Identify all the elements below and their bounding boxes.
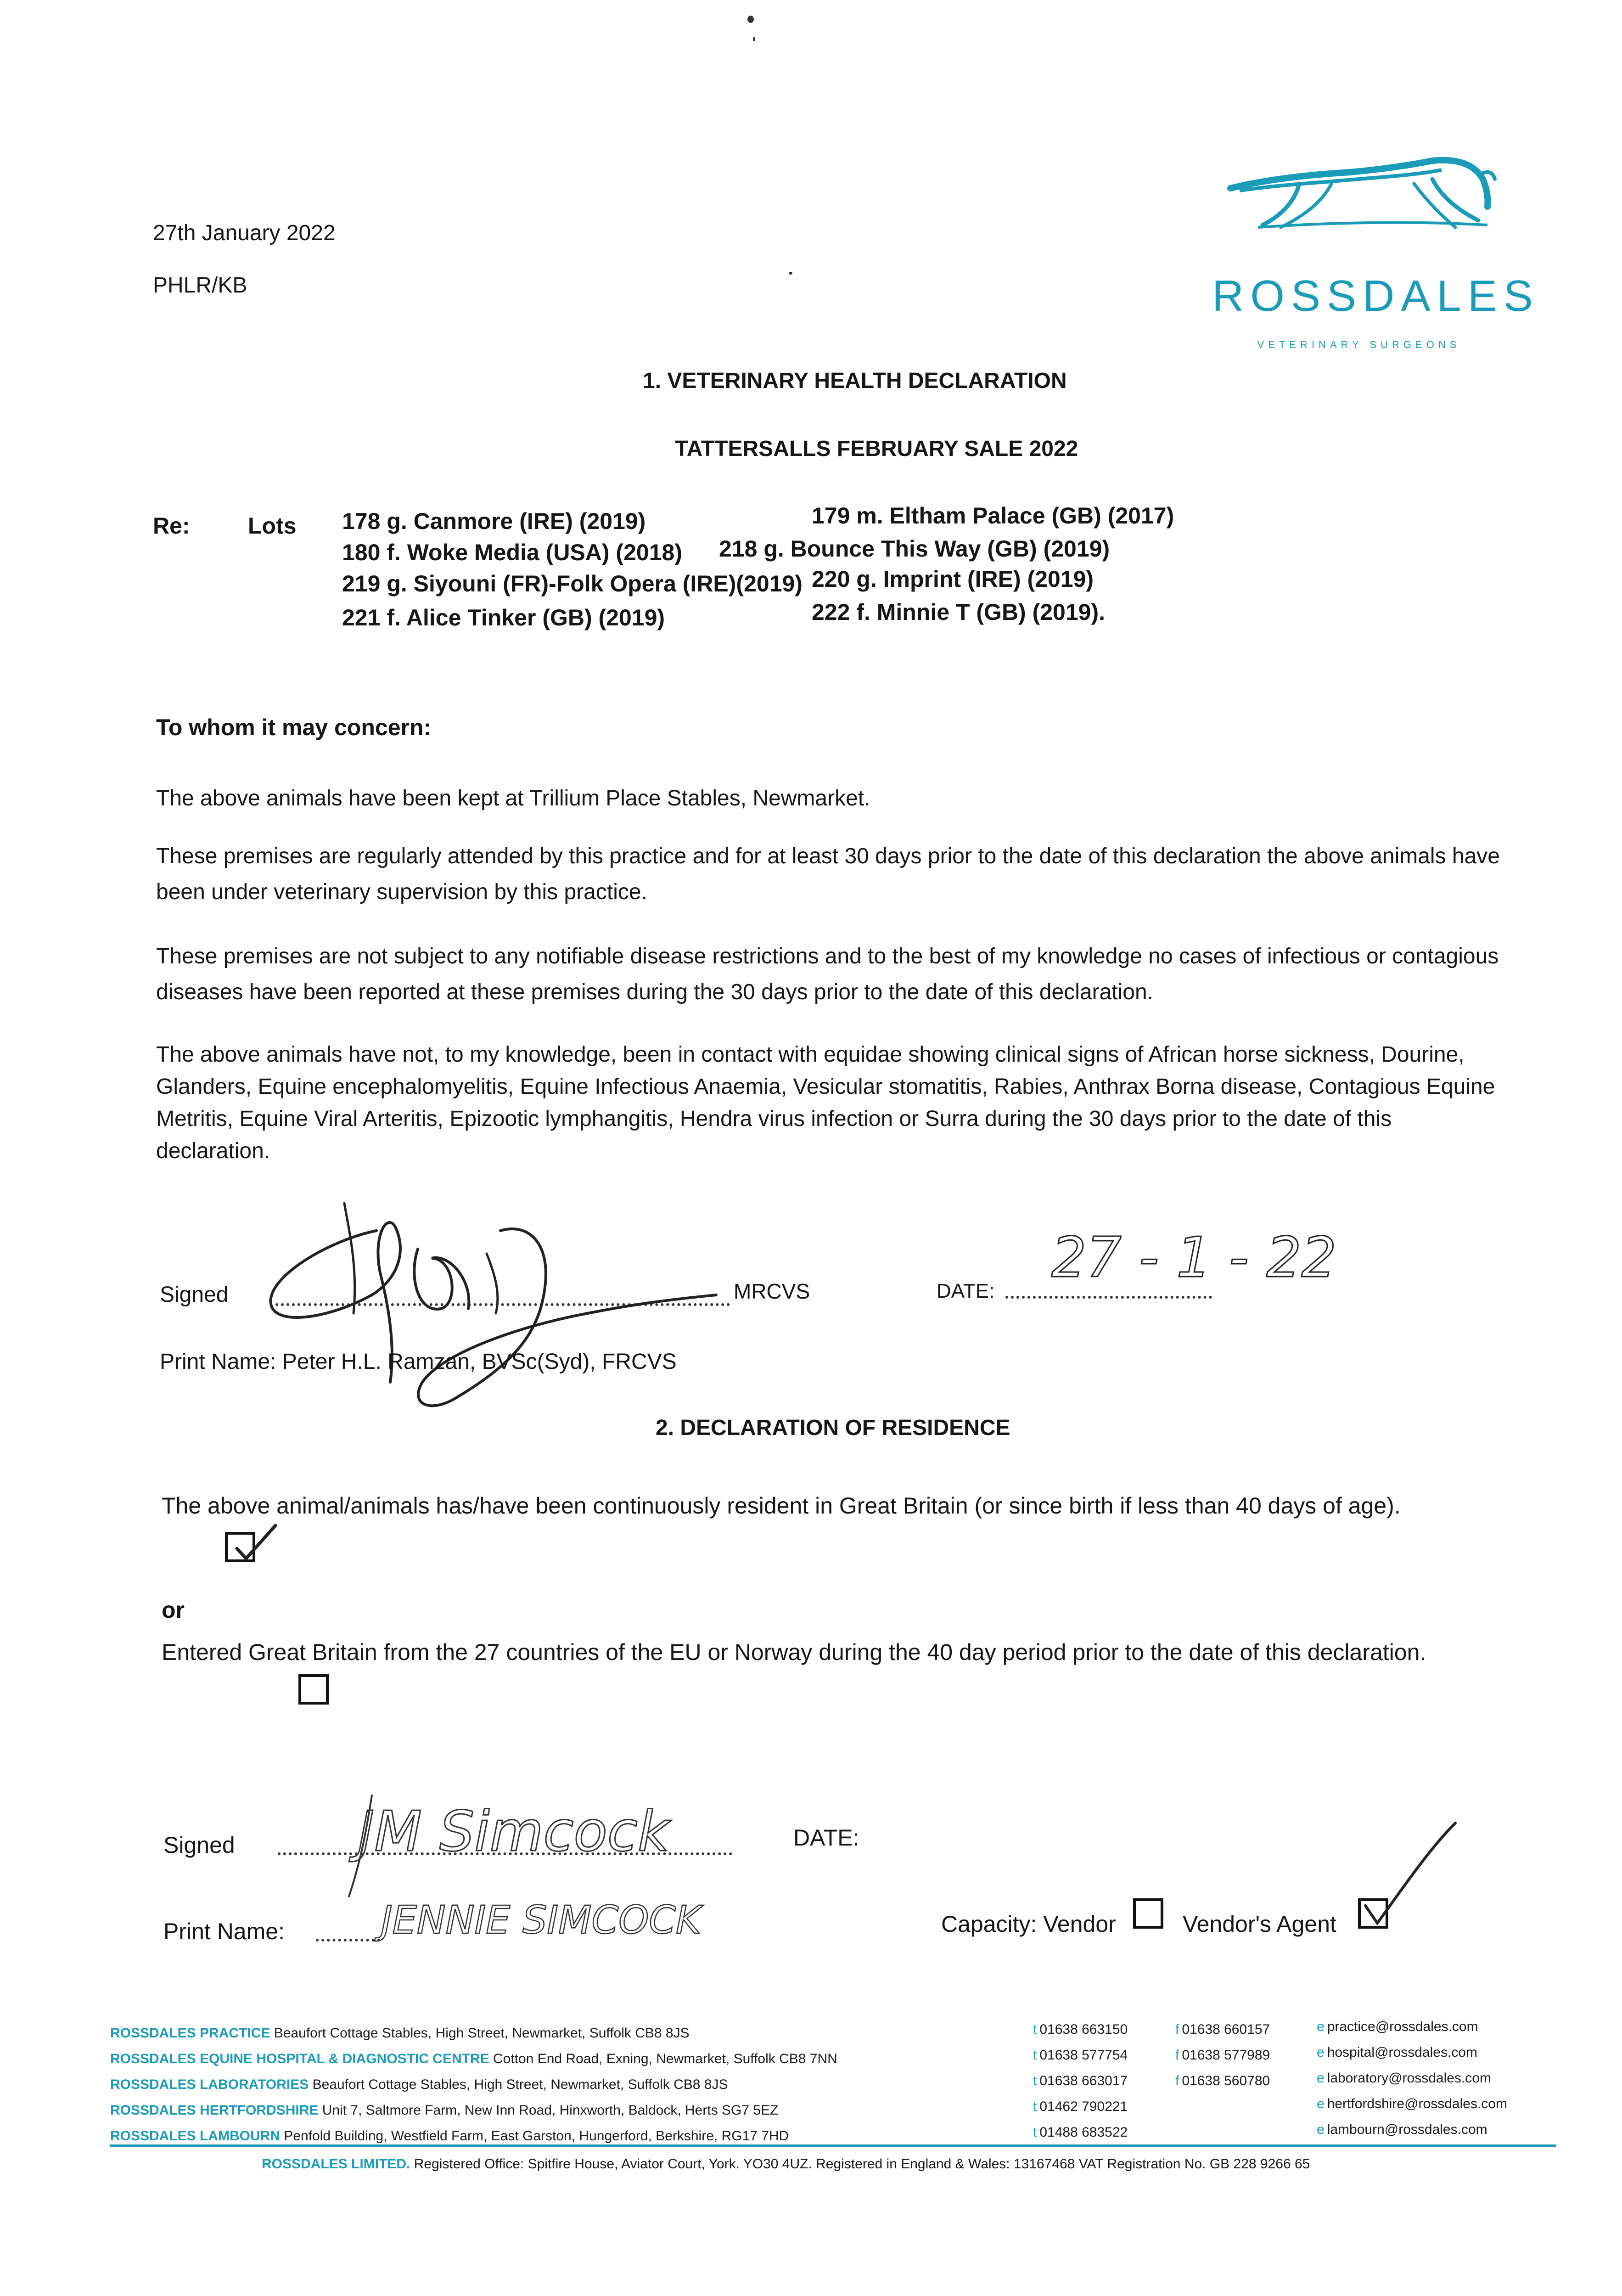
phone-number: 01638 663017	[1039, 2073, 1128, 2088]
residence-option-2-checkbox[interactable]	[298, 1674, 329, 1705]
footer-office: ROSSDALES HERTFORDSHIRE Unit 7, Saltmore Farm, New Inn Road, Hinxworth, Baldock, Herts SG7 5EZ	[110, 2103, 779, 2118]
footer-phones: t 01638 663150 t 01638 577754 t 01638 663017 t 01462 790221 t 01488 683522	[1033, 2022, 1128, 2140]
lots-label: Lots	[248, 513, 297, 539]
lot-item: 180 f. Woke Media (USA) (2018)	[342, 540, 682, 565]
date-line	[1005, 1296, 1212, 1299]
capacity-vendor-label: Capacity: Vendor	[941, 1911, 1116, 1937]
letter-date: 27th January 2022	[153, 221, 336, 245]
paragraph: These premises are regularly attended by this practice and for at least 30 days prior to the date of this declaration the above animals have been under veterinary supervision by this practice.	[156, 844, 1500, 904]
vendor-checkbox[interactable]	[1133, 1898, 1163, 1929]
phone-number: 01638 663150	[1039, 2022, 1128, 2037]
footer-office: ROSSDALES EQUINE HOSPITAL & DIAGNOSTIC CENTRE Cotton End Road, Exning, Newmarket, Suffolk CB8 7NN	[110, 2051, 837, 2066]
scan-speck	[747, 16, 754, 23]
signed-label: Signed	[163, 1832, 235, 1858]
phone-number: 01462 790221	[1039, 2099, 1128, 2114]
svg-text:27 - 1 - 22: 27 - 1 - 22	[1051, 1226, 1336, 1290]
email-link[interactable]: laboratory@rossdales.com	[1327, 2071, 1491, 2086]
lot-item: 221 f. Alice Tinker (GB) (2019)	[342, 605, 665, 630]
email-link[interactable]: hertfordshire@rossdales.com	[1327, 2096, 1507, 2111]
or-label: or	[162, 1597, 185, 1623]
reference-code: PHLR/KB	[153, 273, 247, 298]
horse-logo-icon	[1212, 147, 1497, 266]
svg-text:JM Simcock: JM Simcock	[358, 1800, 670, 1864]
date-label: DATE:	[793, 1825, 859, 1851]
residence-option-1	[162, 1478, 1429, 1534]
fax-number: 01638 660157	[1182, 2022, 1270, 2037]
paragraph: These premises are not subject to any notifiable disease restrictions and to the best of my knowledge no cases of infectious or contagious diseases have been reported at these premises during the 30 days prior to the date of this declaration.	[156, 944, 1499, 1004]
email-link[interactable]: lambourn@rossdales.com	[1327, 2122, 1487, 2137]
lot-item: 220 g. Imprint (IRE) (2019)	[812, 566, 1094, 592]
handwritten-print-name	[376, 1883, 790, 1952]
salutation: To whom it may concern:	[156, 715, 432, 740]
fax-number: 01638 577989	[1182, 2048, 1270, 2063]
email-link[interactable]: practice@rossdales.com	[1327, 2019, 1478, 2034]
check-mark-icon	[1359, 1818, 1460, 1933]
signed-label: Signed	[160, 1283, 229, 1307]
scan-speck	[753, 37, 755, 41]
vendors-agent-label: Vendor's Agent	[1183, 1911, 1336, 1937]
lot-item: 222 f. Minnie T (GB) (2019).	[812, 599, 1106, 625]
lot-item: 218 g. Bounce This Way (GB) (2019)	[719, 536, 1110, 562]
residence-option-2	[162, 1626, 1429, 1678]
footer-emails: e practice@rossdales.com e hospital@rossdales.com e laboratory@rossdales.com e hertfordshire@rossdales.com e lambourn@rossdales.com	[1317, 2019, 1507, 2137]
footer-divider	[110, 2144, 1556, 2147]
residence-option-2-text: Entered Great Britain from the 27 countries of the EU or Norway during the 40 day period prior to the date of this declaration.	[162, 1639, 1426, 1665]
residence-option-1-text: The above animal/animals has/have been continuously resident in Great Britain (or since birth if less than 40 days of age).	[162, 1493, 1401, 1519]
registered-office: ROSSDALES LIMITED. Registered Office: Spitfire House, Aviator Court, York. YO30 4UZ. Registered in England & Wales: 13167468 VAT Registration No. GB 228 9266 65	[262, 2156, 1310, 2172]
handwritten-date	[1047, 1221, 1336, 1295]
scan-speck	[789, 272, 792, 275]
footer-office: ROSSDALES PRACTICE Beaufort Cottage Stables, High Street, Newmarket, Suffolk CB8 8JS	[110, 2026, 690, 2041]
svg-text:JENNIE SIMCOCK: JENNIE SIMCOCK	[381, 1897, 702, 1942]
paragraph: The above animals have not, to my knowledge, been in contact with equidae showing clinical signs of African horse sickness, Dourine, Glanders, Equine encephalomyelitis, Equine Infectious Anaemia, Vesicular stomatitis, Rabies, Anthrax Borna disease, Contagious Equine Metritis, Equine Viral Arteritis, Epizootic lymphangitis, Hendra virus infection or Surra during the 30 days prior to the date of this declaration.	[156, 1042, 1495, 1163]
check-mark-icon	[230, 1521, 280, 1567]
footer-office: ROSSDALES LAMBOURN Penfold Building, Westfield Farm, East Garston, Hungerford, Berkshire, RG17 7HD	[110, 2128, 789, 2144]
re-label: Re:	[153, 513, 190, 539]
vet-signature	[257, 1176, 744, 1433]
footer-faxes: f 01638 660157 f 01638 577989 f 01638 560780	[1175, 2022, 1270, 2088]
print-name-line	[316, 1939, 380, 1941]
lot-item: 179 m. Eltham Palace (GB) (2017)	[812, 503, 1174, 529]
footer-offices	[110, 2020, 837, 2149]
section1-heading: 1. VETERINARY HEALTH DECLARATION	[643, 369, 1067, 393]
section1-subheading: TATTERSALLS FEBRUARY SALE 2022	[675, 437, 1078, 461]
paragraph: The above animals have been kept at Trillium Place Stables, Newmarket.	[156, 786, 870, 810]
section2-heading: 2. DECLARATION OF RESIDENCE	[656, 1416, 1010, 1440]
lot-item: 178 g. Canmore (IRE) (2019)	[342, 508, 646, 534]
logo-wordmark: ROSSDALES	[1212, 271, 1539, 321]
vet-print-name: Print Name: Peter H.L. Ramzan, BVSc(Syd), FRCVS	[160, 1350, 677, 1374]
lot-item: 219 g. Siyouni (FR)-Folk Opera (IRE)(2019)	[342, 571, 803, 597]
phone-number: 01638 577754	[1039, 2048, 1128, 2063]
date-label: DATE:	[937, 1280, 995, 1302]
phone-number: 01488 683522	[1039, 2125, 1128, 2140]
logo-tagline: VETERINARY SURGEONS	[1257, 339, 1461, 350]
email-link[interactable]: hospital@rossdales.com	[1327, 2045, 1477, 2060]
print-name-label: Print Name:	[163, 1919, 285, 1944]
fax-number: 01638 560780	[1182, 2073, 1270, 2088]
mrcvs-label: MRCVS	[734, 1279, 810, 1303]
footer-office: ROSSDALES LABORATORIES Beaufort Cottage Stables, High Street, Newmarket, Suffolk CB8 8JS	[110, 2077, 728, 2092]
